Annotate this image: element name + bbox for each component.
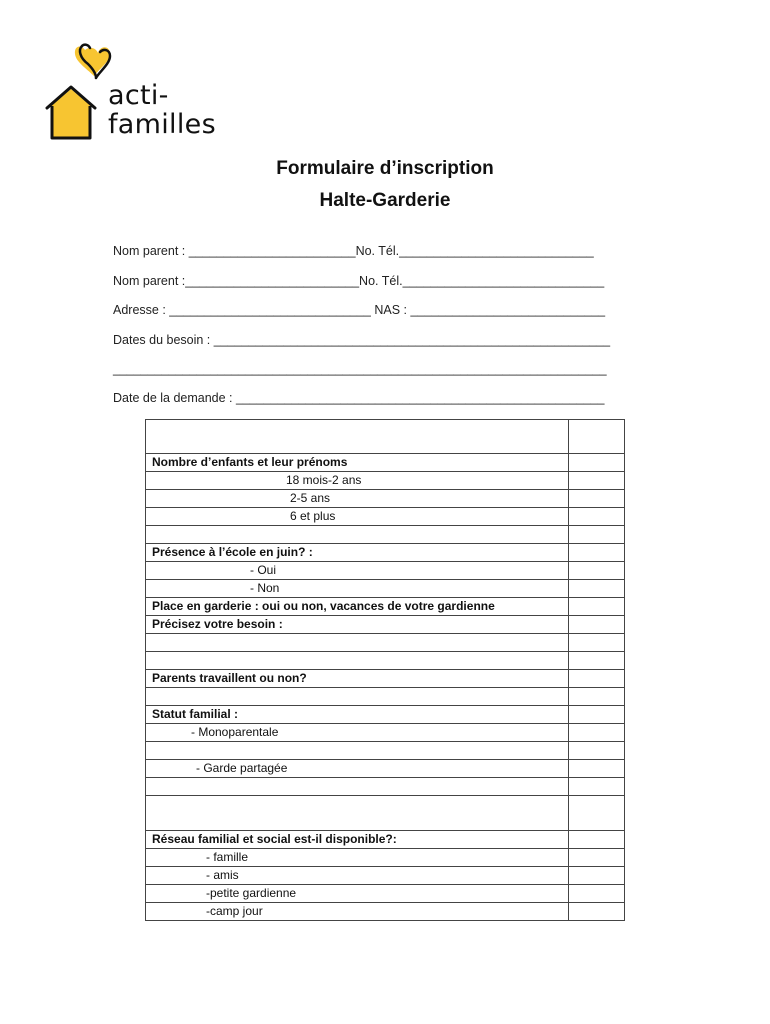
address-nas-field[interactable]: Adresse : _____________________________ NAS : ____________________________: [113, 303, 606, 317]
table-row: [146, 454, 625, 472]
logo-line2: familles: [108, 109, 216, 140]
camp-jour-option: -camp jour: [146, 903, 569, 921]
table-row: [146, 544, 625, 562]
oui-option: - Oui: [146, 562, 569, 580]
table-row: [146, 796, 625, 831]
table-row: [146, 885, 625, 903]
table-row: [146, 634, 625, 652]
table-row: [146, 598, 625, 616]
house-heart-icon: [44, 42, 114, 142]
garde-partagee-option: - Garde partagée: [146, 760, 569, 778]
age-2-5-label: 2-5 ans: [146, 490, 569, 508]
table-row: [146, 831, 625, 849]
famille-option: - famille: [146, 849, 569, 867]
table-row: [146, 652, 625, 670]
table-row: [146, 562, 625, 580]
table-row: [146, 616, 625, 634]
petite-gardienne-option: -petite gardienne: [146, 885, 569, 903]
acti-familles-logo: [44, 42, 234, 142]
age-18mois-label: 18 mois-2 ans: [146, 472, 569, 490]
table-row: [146, 472, 625, 490]
table-row: [146, 420, 625, 454]
parent-2-field[interactable]: Nom parent :_________________________No. Tél._____________________________: [113, 274, 605, 288]
table-row: [146, 526, 625, 544]
monoparentale-option: - Monoparentale: [146, 724, 569, 742]
page-title: Formulaire d’inscription: [276, 158, 494, 179]
parents-travaillent-label: Parents travaillent ou non?: [146, 670, 569, 688]
table-row: [146, 778, 625, 796]
logo-line1: acti-: [108, 80, 169, 111]
table-row: [146, 508, 625, 526]
statut-familial-label: Statut familial :: [146, 706, 569, 724]
table-row: [146, 688, 625, 706]
table-row: [146, 849, 625, 867]
table-row: [146, 580, 625, 598]
parent-1-field[interactable]: Nom parent : ________________________No. Tél.____________________________: [113, 244, 594, 258]
amis-option: - amis: [146, 867, 569, 885]
non-option: - Non: [146, 580, 569, 598]
age-6-plus-label: 6 et plus: [146, 508, 569, 526]
reseau-familial-label: Réseau familial et social est-il disponible?:: [146, 831, 569, 849]
table-row: [146, 760, 625, 778]
precisez-besoin-label: Précisez votre besoin :: [146, 616, 569, 634]
table-row: [146, 706, 625, 724]
table-row: [146, 903, 625, 921]
table-row: [146, 490, 625, 508]
table-row: [146, 867, 625, 885]
registration-table: [145, 419, 625, 921]
table-row: [146, 670, 625, 688]
dates-besoin-field[interactable]: Dates du besoin : _________________________________________________________: [113, 333, 611, 347]
nombre-enfants-label: Nombre d’enfants et leur prénoms: [146, 454, 569, 472]
date-demande-field[interactable]: Date de la demande : _____________________________________________________: [113, 391, 605, 405]
place-garderie-label: Place en garderie : oui ou non, vacances de votre gardienne: [146, 598, 569, 616]
table-row: [146, 742, 625, 760]
presence-ecole-label: Présence à l’école en juin? :: [146, 544, 569, 562]
table-row: [146, 724, 625, 742]
logo-wordmark: [108, 81, 216, 139]
page-subtitle: Halte-Garderie: [319, 190, 451, 211]
dates-besoin-continued-field[interactable]: _______________________________________________________________________: [113, 362, 607, 376]
